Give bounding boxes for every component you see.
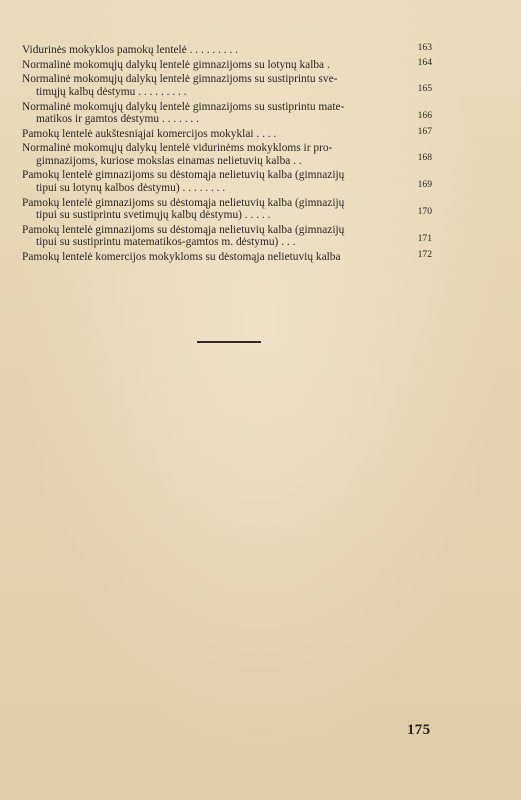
- toc-entry-text: Pamokų lentelė komercijos mokykloms su dėstomąja nelietuvių kalba: [22, 250, 341, 263]
- section-divider-rule: [197, 341, 261, 343]
- toc-entry-text: Normalinė mokomųjų dalykų lentelė gimnazijoms su lotynų kalba .: [22, 58, 330, 71]
- toc-entry: [22, 197, 432, 222]
- toc-entry: [22, 101, 432, 126]
- toc-entry: [22, 248, 432, 263]
- toc-entry-text: Pamokų lentelė gimnazijoms su dėstomąja nelietuvių kalba (gimnazijų: [22, 196, 345, 209]
- toc-entry-text-continued: tipui su lotynų kalbos dėstymu) . . . . . . . .: [36, 181, 226, 194]
- toc-entry: [22, 56, 432, 71]
- toc-entry-text-continued: tipui su sustiprintu svetimųjų kalbų dėstymu) . . . . .: [36, 208, 271, 221]
- toc-entry-text: Pamokų lentelė gimnazijoms su dėstomąja nelietuvių kalba (gimnazijų: [22, 223, 345, 236]
- toc-entry-text-continued: tipui su sustiprintu matematikos-gamtos m. dėstymu) . . .: [36, 236, 296, 249]
- toc-entry-text: Normalinė mokomųjų dalykų lentelė vidurinėms mokykloms ir pro-: [22, 142, 333, 155]
- toc-entry: [22, 224, 432, 249]
- toc-page-number: 168: [417, 151, 432, 163]
- toc-page-number: 166: [417, 109, 432, 121]
- toc-entry: [22, 169, 432, 194]
- toc-entry-text: Pamokų lentelė aukštesniąjai komercijos mokyklai . . . .: [22, 127, 277, 140]
- toc-entry-text: Pamokų lentelė gimnazijoms su dėstomąja nelietuvių kalba (gimnazijų: [22, 169, 345, 182]
- toc-entry-text: Vidurinės mokyklos pamokų lentelė . . . . . . . . .: [22, 44, 239, 56]
- toc-page-number: 169: [417, 178, 432, 190]
- toc-entry: [22, 142, 432, 167]
- table-of-contents: [22, 44, 432, 265]
- toc-page-number: 163: [417, 42, 432, 53]
- toc-page-number: 164: [417, 56, 432, 68]
- toc-entry: [22, 44, 432, 56]
- toc-entry: [22, 73, 432, 98]
- toc-page-number: 165: [417, 82, 432, 94]
- toc-page-number: 171: [417, 233, 432, 245]
- toc-entry-text-continued: timųjų kalbų dėstymu . . . . . . . . .: [36, 85, 187, 98]
- toc-entry: [22, 125, 432, 140]
- toc-entry-text-continued: gimnazijoms, kuriose mokslas einamas nelietuvių kalba . .: [36, 154, 302, 167]
- toc-entry-text-continued: matikos ir gamtos dėstymu . . . . . . .: [36, 112, 199, 125]
- toc-page-number: 172: [417, 248, 432, 260]
- page-number: 175: [407, 722, 431, 738]
- toc-page-number: 170: [417, 205, 432, 217]
- toc-entry-text: Normalinė mokomųjų dalykų lentelė gimnazijoms su sustiprintu mate-: [22, 100, 345, 113]
- toc-page-number: 167: [417, 125, 432, 137]
- toc-entry-text: Normalinė mokomųjų dalykų lentelė gimnazijoms su sustiprintu sve-: [22, 73, 338, 86]
